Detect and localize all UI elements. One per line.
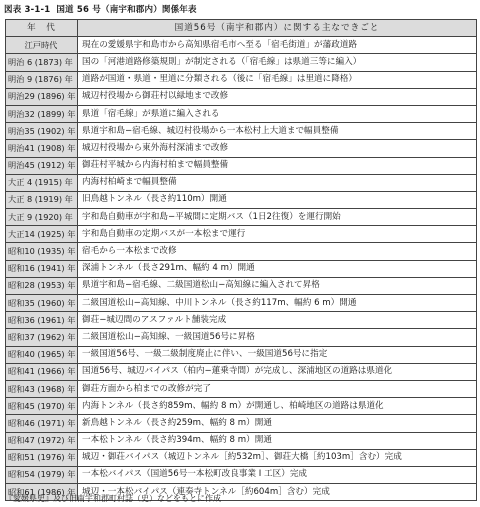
- table-row: [6, 398, 477, 415]
- source-note: 『愛媛県史』及び旧南宇和郡町村誌（史）などをもとに作成: [5, 494, 221, 503]
- event-cell: 城辺村役場から東外海村深浦まで改修: [78, 140, 477, 157]
- era-cell: 昭和51 (1976) 年: [6, 449, 78, 466]
- table-row: [6, 37, 477, 54]
- event-cell: 内海村柏崎まで幅員整備: [78, 174, 477, 191]
- era-cell: 昭和16 (1941) 年: [6, 260, 78, 277]
- chronology-table: [5, 19, 477, 501]
- table-row: [6, 209, 477, 226]
- table-row: [6, 157, 477, 174]
- table-row: [6, 277, 477, 294]
- table-row: [6, 226, 477, 243]
- event-cell: 二級国道松山−高知線、一級国道56号に昇格: [78, 329, 477, 346]
- event-cell: 新鳥越トンネル（長さ約259m、幅約 8 m）開通: [78, 415, 477, 432]
- event-cell: 城辺・一本松バイパス（連奏寺トンネル［約604m］含む）完成: [78, 484, 477, 501]
- table-row: [6, 174, 477, 191]
- event-cell: 一級国道56号、一級二級制度廃止に伴い、一級国道56号に指定: [78, 346, 477, 363]
- table-body: [6, 37, 477, 501]
- event-cell: 国道56号、城辺バイパス（柏内−蓮乗寺間）が完成し、深浦地区の道路は県道化: [78, 363, 477, 380]
- figure-title-text: 国道 56 号（南宇和郡内）関係年表: [56, 5, 197, 15]
- era-cell: 昭和40 (1965) 年: [6, 346, 78, 363]
- era-cell: 大正 4 (1915) 年: [6, 174, 78, 191]
- event-cell: 二級国道松山−高知線、中川トンネル（長さ約117m、幅約 6 m）開通: [78, 295, 477, 312]
- event-cell: 一本松トンネル（長さ約394m、幅約 8 m）開通: [78, 432, 477, 449]
- event-cell: 深浦トンネル（長さ291m、幅約 4 m）開通: [78, 260, 477, 277]
- table-row: [6, 105, 477, 122]
- era-cell: 昭和37 (1962) 年: [6, 329, 78, 346]
- table-row: [6, 54, 477, 71]
- era-cell: 昭和61 (1986) 年: [6, 484, 78, 501]
- event-column-header: 国道56号（南宇和郡内）に関する主なできごと: [78, 20, 477, 37]
- era-cell: 明治 6 (1873) 年: [6, 54, 78, 71]
- table-row: [6, 295, 477, 312]
- era-cell: 明治 9 (1876) 年: [6, 71, 78, 88]
- figure-number: 図表 3-1-1: [4, 5, 51, 15]
- table-row: [6, 140, 477, 157]
- event-cell: 宿毛から一本松まで改修: [78, 243, 477, 260]
- event-cell: 内海トンネル（長さ約859m、幅約 8 m）が開通し、柏崎地区の道路は県道化: [78, 398, 477, 415]
- event-cell: 城辺村役場から御荘村以緑地まで改修: [78, 88, 477, 105]
- era-cell: 大正14 (1925) 年: [6, 226, 78, 243]
- event-cell: 県道「宿毛線」が県道に編入される: [78, 105, 477, 122]
- era-cell: 昭和45 (1970) 年: [6, 398, 78, 415]
- era-cell: 明治32 (1899) 年: [6, 105, 78, 122]
- event-cell: 御荘方面から柏までの改修が完了: [78, 380, 477, 397]
- era-cell: 昭和46 (1971) 年: [6, 415, 78, 432]
- event-cell: 城辺・御荘バイパス（城辺トンネル［約532m］、御荘大橋［約103m］含む）完成: [78, 449, 477, 466]
- table-row: [6, 432, 477, 449]
- table-row: [6, 363, 477, 380]
- event-cell: 宇和島自動車の定期バスが一本松まで運行: [78, 226, 477, 243]
- event-cell: 道路が国道・県道・里道に分類される（後に「宿毛線」は里道に降格）: [78, 71, 477, 88]
- table-row: [6, 191, 477, 208]
- table-row: [6, 329, 477, 346]
- era-cell: 大正 9 (1920) 年: [6, 209, 78, 226]
- table-row: [6, 260, 477, 277]
- era-cell: 昭和43 (1968) 年: [6, 380, 78, 397]
- era-cell: 江戸時代: [6, 37, 78, 54]
- event-cell: 宇和島自動車が宇和島−平城間に定期バス（1日2往復）を運行開始: [78, 209, 477, 226]
- table-row: [6, 380, 477, 397]
- event-cell: 県道宇和島−宿毛線、二級国道松山−高知線に編入されて昇格: [78, 277, 477, 294]
- era-cell: 明治35 (1902) 年: [6, 123, 78, 140]
- table-row: [6, 466, 477, 483]
- event-cell: 現在の愛媛県宇和島市から高知県宿毛市へ至る「宿毛街道」が藩政道路: [78, 37, 477, 54]
- table-row: [6, 449, 477, 466]
- table-row: [6, 123, 477, 140]
- table-row: [6, 71, 477, 88]
- event-cell: 国の「河港道路修築規則」が制定される（「宿毛線」は県道三等に編入）: [78, 54, 477, 71]
- event-cell: 御荘−城辺間のアスファルト舗装完成: [78, 312, 477, 329]
- figure-title: [4, 3, 197, 15]
- table-row: [6, 346, 477, 363]
- table-row: [6, 312, 477, 329]
- event-cell: 県道宇和島−宿毛線、城辺村役場から一本松村上大道まで幅員整備: [78, 123, 477, 140]
- era-cell: 昭和28 (1953) 年: [6, 277, 78, 294]
- era-cell: 明治29 (1896) 年: [6, 88, 78, 105]
- event-cell: 御荘村平城から内海村柏まで幅員整備: [78, 157, 477, 174]
- era-cell: 昭和41 (1966) 年: [6, 363, 78, 380]
- era-cell: 明治45 (1912) 年: [6, 157, 78, 174]
- table-header-row: [6, 20, 477, 37]
- era-column-header: 年 代: [6, 20, 78, 37]
- table-row: [6, 415, 477, 432]
- era-cell: 昭和36 (1961) 年: [6, 312, 78, 329]
- event-cell: 一本松バイパス（国道56号一本松町改良事業 I 工区）完成: [78, 466, 477, 483]
- table-row: [6, 243, 477, 260]
- era-cell: 昭和10 (1935) 年: [6, 243, 78, 260]
- era-cell: 明治41 (1908) 年: [6, 140, 78, 157]
- table-row: [6, 88, 477, 105]
- era-cell: 昭和54 (1979) 年: [6, 466, 78, 483]
- event-cell: 旧鳥越トンネル（長さ約110m）開通: [78, 191, 477, 208]
- era-cell: 昭和35 (1960) 年: [6, 295, 78, 312]
- era-cell: 大正 8 (1919) 年: [6, 191, 78, 208]
- era-cell: 昭和47 (1972) 年: [6, 432, 78, 449]
